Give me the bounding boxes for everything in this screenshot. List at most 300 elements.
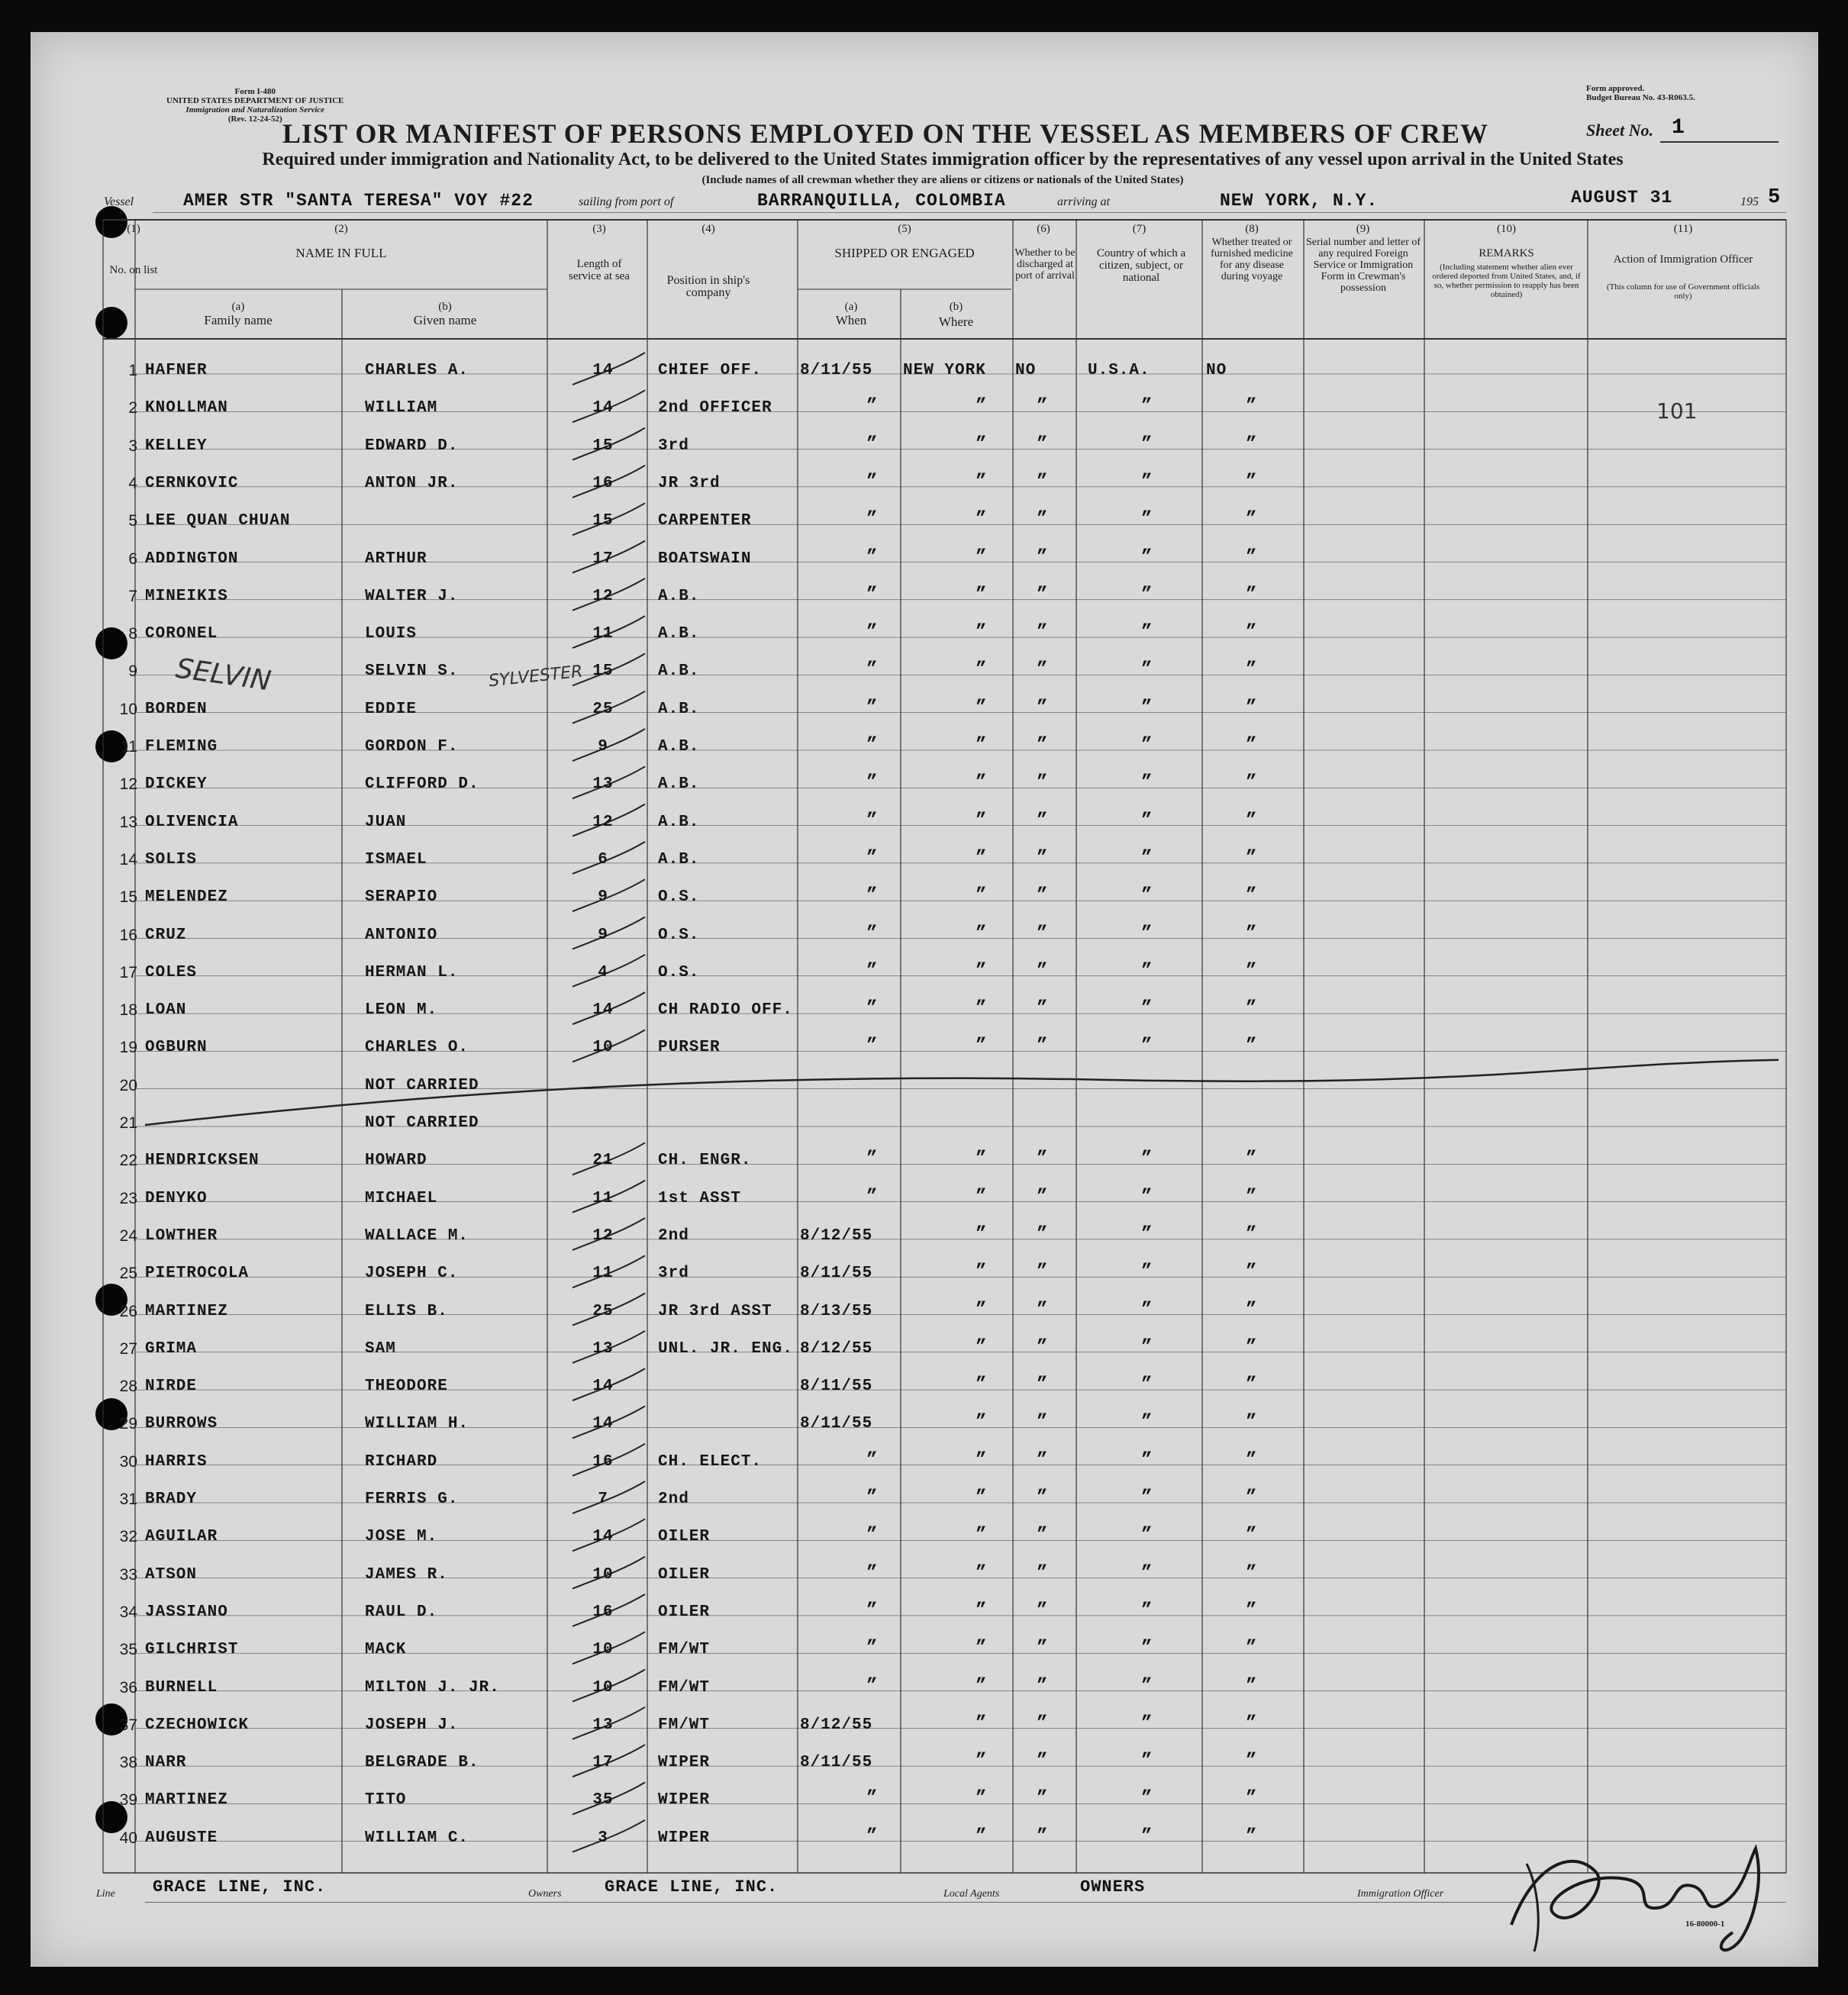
ditto-mark: ” [976, 1487, 987, 1508]
form-revision: (Rev. 12-24-52) [227, 114, 282, 124]
row-number: 18 [119, 1001, 137, 1019]
length-of-service: 11 [592, 1265, 614, 1282]
col-1-number: (1) [127, 223, 140, 235]
ditto-mark: ” [1141, 961, 1153, 981]
given-name: RAUL D. [365, 1603, 438, 1621]
ditto-mark: ” [1141, 1337, 1153, 1358]
ditto-mark: ” [1141, 1036, 1153, 1056]
agents-label: Local Agents [943, 1888, 1000, 1900]
ditto-mark: ” [1246, 1036, 1257, 1056]
year-prefix: 195 [1740, 195, 1759, 208]
sheet-label: Sheet No. [1586, 121, 1653, 140]
ditto-mark: ” [1141, 472, 1153, 492]
ditto-mark: ” [866, 772, 878, 793]
ditto-mark: ” [976, 848, 987, 869]
row-number: 11 [121, 738, 137, 756]
row-number: 16 [119, 927, 137, 944]
ditto-mark: ” [866, 923, 878, 944]
ditto-mark: ” [976, 1224, 987, 1245]
family-name: BRADY [145, 1491, 198, 1508]
ship-position: A.B. [658, 662, 700, 680]
given-name: HOWARD [365, 1152, 427, 1169]
ditto-mark: ” [1246, 1412, 1257, 1433]
ditto-mark: ” [1246, 509, 1257, 530]
ditto-mark: ” [1141, 509, 1153, 530]
ditto-mark: ” [866, 1788, 878, 1809]
col-5a-letter: (a) [844, 301, 858, 313]
ditto-mark: ” [1246, 1826, 1257, 1847]
ditto-mark: ” [1246, 1224, 1257, 1245]
agents-value: OWNERS [1080, 1877, 1146, 1897]
ditto-mark: ” [866, 622, 878, 643]
ditto-mark: ” [1141, 923, 1153, 944]
ditto-mark: ” [1246, 1487, 1257, 1508]
ship-position: WIPER [658, 1829, 711, 1847]
agency-name: UNITED STATES DEPARTMENT OF JUSTICE [166, 96, 344, 105]
ditto-mark: ” [976, 585, 987, 605]
family-name: GRIMA [145, 1340, 198, 1358]
given-name: WALTER J. [365, 588, 459, 605]
col-10-header: REMARKS [1479, 247, 1534, 259]
row-number: 25 [119, 1265, 137, 1282]
ship-position: O.S. [658, 888, 700, 906]
vessel-name: AMER STR "SANTA TERESA" VOY #22 [183, 191, 534, 211]
given-name: LOUIS [365, 625, 418, 643]
ditto-mark: ” [976, 772, 987, 793]
ditto-mark: ” [1246, 434, 1257, 455]
ditto-mark: ” [1246, 1563, 1257, 1584]
row-number: 35 [119, 1641, 137, 1658]
ditto-mark: ” [976, 961, 987, 981]
given-name: ARTHUR [365, 550, 427, 568]
ditto-mark: ” [1246, 923, 1257, 944]
length-of-service: 9 [598, 927, 608, 944]
ship-position: UNL. JR. ENG. [658, 1340, 793, 1358]
ditto-mark: ” [866, 848, 878, 869]
ditto-mark: ” [866, 659, 878, 680]
arrival-date: AUGUST 31 [1571, 188, 1673, 208]
budget-bureau: Budget Bureau No. 43-R063.5. [1586, 93, 1695, 102]
handwritten-name: SELVIN [173, 653, 273, 698]
length-of-service: 11 [592, 1190, 614, 1207]
ditto-mark: ” [1246, 396, 1257, 417]
ship-position: OILER [658, 1528, 711, 1545]
ditto-mark: ” [976, 1337, 987, 1358]
ditto-mark: ” [976, 1412, 987, 1433]
family-name: MARTINEZ [145, 1303, 228, 1320]
ditto-mark: ” [1037, 1751, 1048, 1771]
ditto-mark: ” [1037, 772, 1048, 793]
row-number: 14 [119, 851, 137, 869]
ditto-mark: ” [976, 1638, 987, 1658]
row-number: 28 [119, 1378, 137, 1395]
length-of-service: 16 [592, 475, 614, 492]
ditto-mark: ” [1037, 1300, 1048, 1320]
officer-mark: 101 [1656, 398, 1698, 424]
row-number: 1 [128, 362, 137, 379]
col-4-header: Position in ship's company [666, 274, 750, 299]
ditto-mark: ” [976, 998, 987, 1019]
shipped-when: 8/13/55 [800, 1303, 873, 1320]
length-of-service: 25 [592, 1303, 614, 1320]
family-name: GILCHRIST [145, 1641, 239, 1658]
ditto-mark: ” [1246, 1525, 1257, 1545]
ditto-mark: ” [976, 509, 987, 530]
line-label: Line [96, 1888, 115, 1900]
year-suffix: 5 [1768, 186, 1782, 209]
shipped-when: 8/11/55 [800, 1378, 873, 1395]
row-number: 12 [119, 775, 137, 793]
arriving-port: NEW YORK, N.Y. [1220, 191, 1379, 211]
row-number: 5 [128, 512, 137, 530]
ditto-mark: ” [1246, 885, 1257, 906]
ditto-mark: ” [1037, 509, 1048, 530]
col-2b-header: Given name [413, 313, 477, 327]
given-name: JOSEPH J. [365, 1716, 459, 1734]
ditto-mark: ” [1037, 585, 1048, 605]
ditto-mark: ” [1037, 735, 1048, 756]
given-name: MILTON J. JR. [365, 1679, 500, 1697]
ditto-mark: ” [1141, 998, 1153, 1019]
length-of-service: 14 [592, 1415, 614, 1433]
ditto-mark: ” [866, 396, 878, 417]
row-number: 13 [119, 814, 137, 831]
ditto-mark: ” [1246, 998, 1257, 1019]
shipped-when: 8/11/55 [800, 1265, 873, 1282]
ditto-mark: ” [1037, 1487, 1048, 1508]
ditto-mark: ” [1246, 1676, 1257, 1697]
corner-code: 16-80000-1 [1685, 1919, 1725, 1929]
ditto-mark: ” [1037, 1187, 1048, 1207]
ditto-mark: ” [1141, 1788, 1153, 1809]
ditto-mark: ” [866, 472, 878, 492]
ditto-mark: ” [1246, 622, 1257, 643]
row-number: 2 [128, 399, 137, 417]
ditto-mark: ” [1246, 1187, 1257, 1207]
family-name: LOAN [145, 1001, 187, 1019]
family-name: HAFNER [145, 362, 208, 379]
given-name: NOT CARRIED [365, 1077, 479, 1094]
ditto-mark: ” [1141, 1375, 1153, 1395]
length-of-service: 14 [592, 1378, 614, 1395]
given-name: EDWARD D. [365, 437, 459, 455]
ditto-mark: ” [866, 1149, 878, 1169]
discharged-at-port: NO [1015, 362, 1037, 379]
ditto-mark: ” [1246, 1751, 1257, 1771]
length-of-service: 11 [592, 625, 614, 643]
ditto-mark: ” [1141, 1826, 1153, 1847]
ditto-mark: ” [976, 1525, 987, 1545]
ditto-mark: ” [976, 1751, 987, 1771]
ditto-mark: ” [976, 1375, 987, 1395]
ditto-mark: ” [1246, 659, 1257, 680]
ship-position: PURSER [658, 1039, 721, 1056]
arriving-label: arriving at [1057, 195, 1110, 208]
given-name: NOT CARRIED [365, 1114, 479, 1132]
ditto-mark: ” [1037, 1788, 1048, 1809]
ditto-mark: ” [1141, 547, 1153, 568]
col-5b-header: Where [938, 314, 974, 329]
ditto-mark: ” [976, 1713, 987, 1734]
col-5-header: SHIPPED OR ENGAGED [834, 246, 975, 260]
ditto-mark: ” [976, 923, 987, 944]
given-name: WILLIAM H. [365, 1415, 469, 1433]
ditto-mark: ” [1037, 622, 1048, 643]
ditto-mark: ” [1037, 547, 1048, 568]
shipped-when: 8/12/55 [800, 1716, 873, 1734]
ditto-mark: ” [976, 811, 987, 831]
ditto-mark: ” [976, 1450, 987, 1471]
col-11-number: (11) [1673, 223, 1693, 235]
ditto-mark: ” [866, 1826, 878, 1847]
ship-position: JR 3rd ASST [658, 1303, 772, 1320]
shipped-when: 8/11/55 [800, 1754, 873, 1771]
ditto-mark: ” [1037, 961, 1048, 981]
ditto-mark: ” [866, 1487, 878, 1508]
ditto-mark: ” [1141, 1638, 1153, 1658]
given-name: SERAPIO [365, 888, 438, 906]
given-name: ANTON JR. [365, 475, 459, 492]
ditto-mark: ” [1246, 848, 1257, 869]
row-number: 23 [119, 1190, 137, 1207]
ditto-mark: ” [1037, 1450, 1048, 1471]
given-name: WILLIAM C. [365, 1829, 469, 1847]
length-of-service: 15 [592, 662, 614, 680]
row-number: 4 [128, 475, 137, 492]
ditto-mark: ” [1037, 1149, 1048, 1169]
length-of-service: 15 [592, 512, 614, 530]
ditto-mark: ” [1037, 1525, 1048, 1545]
row-number: 29 [119, 1415, 137, 1433]
ditto-mark: ” [1141, 1187, 1153, 1207]
officer-signature [1481, 1818, 1801, 1963]
ditto-mark: ” [1246, 547, 1257, 568]
ship-position: A.B. [658, 588, 700, 605]
ditto-mark: ” [976, 735, 987, 756]
row-number: 22 [119, 1152, 137, 1169]
ditto-mark: ” [976, 1300, 987, 1320]
given-name: JOSE M. [365, 1528, 438, 1545]
length-of-service: 16 [592, 1453, 614, 1471]
given-name: RICHARD [365, 1453, 438, 1471]
ship-position: CH RADIO OFF. [658, 1001, 793, 1019]
ship-position: OILER [658, 1566, 711, 1584]
page-title: LIST OR MANIFEST OF PERSONS EMPLOYED ON THE VESSEL AS MEMBERS OF CREW [282, 118, 1488, 149]
ship-position: A.B. [658, 775, 700, 793]
length-of-service: 15 [592, 437, 614, 455]
length-of-service: 10 [592, 1039, 614, 1056]
ditto-mark: ” [1141, 848, 1153, 869]
family-name: MELENDEZ [145, 888, 228, 906]
owners-value: GRACE LINE, INC. [605, 1877, 779, 1897]
citizenship-country: U.S.A. [1088, 362, 1150, 379]
given-name: SELVIN S. [365, 662, 459, 680]
sailing-port: BARRANQUILLA, COLOMBIA [757, 191, 1006, 211]
given-name: JOSEPH C. [365, 1265, 459, 1282]
ditto-mark: ” [976, 1676, 987, 1697]
ditto-mark: ” [1037, 1036, 1048, 1056]
col-8-number: (8) [1245, 223, 1259, 235]
given-name: BELGRADE B. [365, 1754, 479, 1771]
shipped-when: 8/12/55 [800, 1340, 873, 1358]
agency-service: Immigration and Naturalization Service [185, 105, 325, 114]
family-name: LOWTHER [145, 1227, 218, 1245]
ditto-mark: ” [976, 1826, 987, 1847]
ditto-mark: ” [1037, 1224, 1048, 1245]
family-name: COLES [145, 964, 198, 981]
col-2a-letter: (a) [231, 301, 245, 313]
length-of-service: 14 [592, 399, 614, 417]
ditto-mark: ” [976, 547, 987, 568]
family-name: MINEIKIS [145, 588, 228, 605]
ditto-mark: ” [1037, 396, 1048, 417]
col-5-number: (5) [898, 223, 911, 235]
col-6-number: (6) [1037, 223, 1050, 235]
col-7-header: Country of which a citizen, subject, or national [1096, 247, 1186, 284]
row-number: 19 [119, 1039, 137, 1056]
length-of-service: 6 [598, 851, 608, 869]
ditto-mark: ” [1246, 1149, 1257, 1169]
ditto-mark: ” [976, 1149, 987, 1169]
ship-position: CH. ENGR. [658, 1152, 752, 1169]
ditto-mark: ” [976, 434, 987, 455]
row-number: 30 [119, 1453, 137, 1471]
col-11-header: Action of Immigration Officer [1613, 253, 1753, 266]
ship-position: O.S. [658, 964, 700, 981]
ditto-mark: ” [1141, 434, 1153, 455]
length-of-service: 3 [598, 1829, 608, 1847]
col-8-header: Whether treated or furnished medicine for any disease during voyage [1211, 237, 1293, 282]
shipped-when: 8/11/55 [800, 1415, 873, 1433]
family-name: CRUZ [145, 927, 187, 944]
family-name: FLEMING [145, 738, 218, 756]
row-number: 21 [119, 1114, 137, 1132]
row-number: 37 [119, 1716, 137, 1734]
family-name: CORONEL [145, 625, 218, 643]
ditto-mark: ” [1141, 659, 1153, 680]
given-name: HERMAN L. [365, 964, 459, 981]
ditto-mark: ” [1141, 1224, 1153, 1245]
ditto-mark: ” [1246, 735, 1257, 756]
col-4-number: (4) [701, 223, 715, 235]
ship-position: FM/WT [658, 1716, 711, 1734]
row-number: 15 [119, 888, 137, 906]
ditto-mark: ” [1246, 1713, 1257, 1734]
length-of-service: 17 [592, 1754, 614, 1771]
length-of-service: 10 [592, 1641, 614, 1658]
ship-position: FM/WT [658, 1679, 711, 1697]
ditto-mark: ” [1141, 1525, 1153, 1545]
col-9-number: (9) [1356, 223, 1370, 235]
ditto-mark: ” [866, 1600, 878, 1621]
ditto-mark: ” [1141, 585, 1153, 605]
shipped-when: 8/12/55 [800, 1227, 873, 1245]
ship-position: JR 3rd [658, 475, 721, 492]
ship-position: O.S. [658, 927, 700, 944]
given-name: ELLIS B. [365, 1303, 448, 1320]
given-name: CHARLES A. [365, 362, 469, 379]
family-name: AUGUSTE [145, 1829, 218, 1847]
ditto-mark: ” [1037, 1826, 1048, 1847]
given-name: MICHAEL [365, 1190, 438, 1207]
ditto-mark: ” [976, 698, 987, 718]
ditto-mark: ” [1246, 1262, 1257, 1282]
ditto-mark: ” [866, 1676, 878, 1697]
length-of-service: 12 [592, 588, 614, 605]
row-number: 36 [119, 1679, 137, 1697]
ship-position: A.B. [658, 701, 700, 718]
given-name: EDDIE [365, 701, 418, 718]
owners-label: Owners [528, 1888, 562, 1900]
length-of-service: 35 [592, 1791, 614, 1809]
length-of-service: 13 [592, 1340, 614, 1358]
row-number: 6 [128, 550, 137, 568]
ditto-mark: ” [1141, 885, 1153, 906]
family-name: HENDRICKSEN [145, 1152, 260, 1169]
col-10-number: (10) [1497, 223, 1516, 235]
row-number: 33 [119, 1566, 137, 1584]
ship-position: WIPER [658, 1754, 711, 1771]
ditto-mark: ” [976, 885, 987, 906]
ditto-mark: ” [1141, 735, 1153, 756]
length-of-service: 14 [592, 362, 614, 379]
col-6-header: Whether to be discharged at port of arrival [1014, 247, 1076, 282]
col-9-header: Serial number and letter of any required Foreign Service or Immigration Form in Crewman's possession [1305, 237, 1421, 294]
ditto-mark: ” [1141, 698, 1153, 718]
subtitle: Required under immigration and Nationality Act, to be delivered to the United States immigration officer by the representatives of any vessel upon arrival in the United States [262, 150, 1624, 169]
include-note: (Include names of all crewman whether they are aliens or citizens or nationals of the United States) [701, 174, 1184, 186]
ditto-mark: ” [976, 1788, 987, 1809]
ditto-mark: ” [866, 585, 878, 605]
ditto-mark: ” [866, 698, 878, 718]
col-5a-header: When [835, 313, 867, 327]
given-name: SAM [365, 1340, 396, 1358]
length-of-service: 25 [592, 701, 614, 718]
ship-position: A.B. [658, 625, 700, 643]
ditto-mark: ” [976, 1262, 987, 1282]
ditto-mark: ” [1037, 1600, 1048, 1621]
ditto-mark: ” [1037, 1337, 1048, 1358]
ditto-mark: ” [1037, 1676, 1048, 1697]
ditto-mark: ” [1246, 811, 1257, 831]
family-name: ATSON [145, 1566, 198, 1584]
given-name: JUAN [365, 814, 407, 831]
ship-position: 2nd [658, 1491, 689, 1508]
ditto-mark: ” [1037, 434, 1048, 455]
col-2-number: (2) [334, 223, 348, 235]
ditto-mark: ” [866, 434, 878, 455]
ditto-mark: ” [1037, 698, 1048, 718]
given-name: WILLIAM [365, 399, 438, 417]
ditto-mark: ” [1141, 1676, 1153, 1697]
ditto-mark: ” [1141, 1412, 1153, 1433]
given-name: ISMAEL [365, 851, 427, 869]
ditto-mark: ” [1037, 923, 1048, 944]
ditto-mark: ” [1141, 1487, 1153, 1508]
col-10-subheader: (Including statement whether alien ever ordered deported from United States, and, if so, whether permission to reapply has been obtained) [1432, 263, 1581, 299]
family-name: KNOLLMAN [145, 399, 228, 417]
ditto-mark: ” [1141, 1600, 1153, 1621]
col-1-header: No. on list [109, 264, 158, 276]
ditto-mark: ” [1037, 1262, 1048, 1282]
row-number: 10 [119, 701, 137, 718]
length-of-service: 10 [592, 1679, 614, 1697]
col-11-subheader: (This column for use of Government officials only) [1606, 282, 1760, 301]
ditto-mark: ” [976, 1187, 987, 1207]
ditto-mark: ” [1246, 1788, 1257, 1809]
vessel-label: Vessel [104, 195, 134, 208]
row-number: 39 [119, 1791, 137, 1809]
